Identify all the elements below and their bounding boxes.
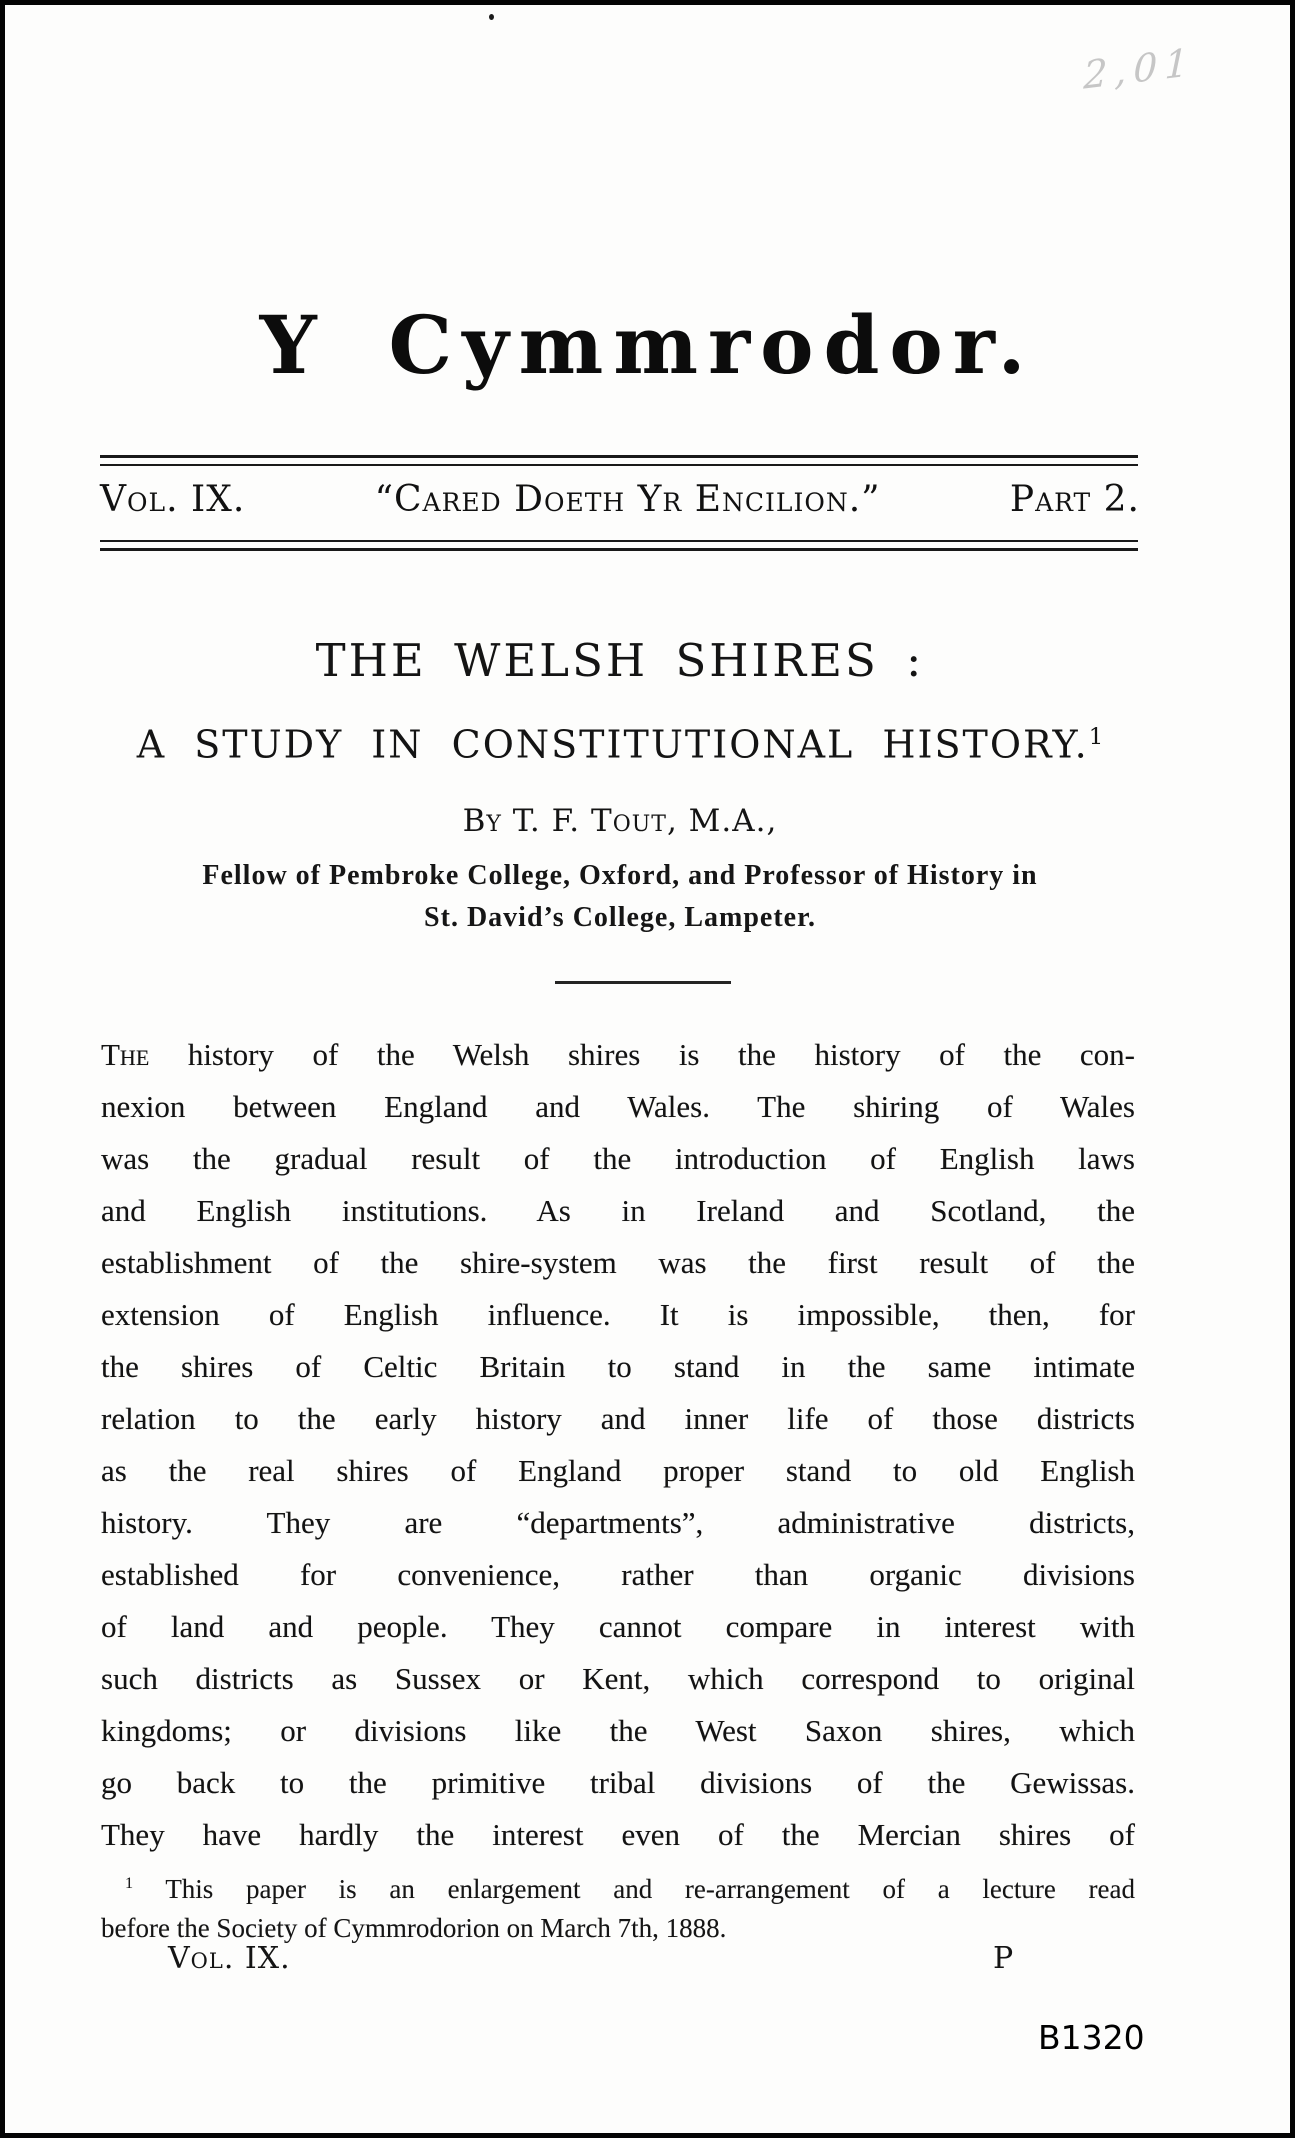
- body-line: of land and people. They cannot compare in interest with: [101, 1609, 1135, 1644]
- scan-speck: [489, 14, 494, 20]
- article-title: THE WELSH SHIRES :: [315, 634, 925, 687]
- section-divider-rule: [555, 981, 731, 984]
- body-line-text: history of the Welsh shires is the history of the con-: [187, 1037, 1135, 1072]
- author-byline: By T. F. Tout, M.A.,: [462, 803, 778, 839]
- author-affiliation-line1: Fellow of Pembroke College, Oxford, and Professor of History in: [202, 860, 1038, 891]
- lead-word-smallcaps: The: [101, 1037, 150, 1072]
- body-line: history. They are “departments”, administrative districts,: [101, 1505, 1135, 1540]
- catalog-stamp-number: B1320: [1038, 2018, 1145, 2057]
- body-line: go back to the primitive tribal divisions of the Gewissas.: [101, 1765, 1135, 1800]
- body-line: relation to the early history and inner life of those districts: [101, 1401, 1135, 1436]
- footnote-text-line1: This paper is an enlargement and re-arrangement of a lecture read: [165, 1874, 1135, 1904]
- body-line: nexion between England and Wales. The shiring of Wales: [101, 1089, 1135, 1124]
- body-line: the shires of Celtic Britain to stand in the same intimate: [101, 1349, 1135, 1384]
- journal-masthead-title: Y Cymmrodor.: [259, 298, 1036, 392]
- issue-motto: “Cared Doeth Yr Encilion.”: [374, 479, 881, 520]
- body-line: They have hardly the interest even of the Mercian shires of: [101, 1817, 1135, 1852]
- body-line: established for convenience, rather than organic divisions: [101, 1557, 1135, 1592]
- handwritten-pencil-mark: 2,01: [1083, 39, 1196, 98]
- article-body: [101, 1029, 1135, 1861]
- body-line: as the real shires of England proper stand to old English: [101, 1453, 1135, 1488]
- body-line: kingdoms; or divisions like the West Saxon shires, which: [101, 1713, 1135, 1748]
- volume-label: Vol. IX.: [100, 479, 246, 520]
- footer-volume-label: Vol. IX.: [168, 1941, 291, 1976]
- article-subtitle: [100, 712, 1140, 770]
- body-line: and English institutions. As in Ireland and Scotland, the: [101, 1193, 1135, 1228]
- subtitle-footnote-reference: 1: [1088, 724, 1104, 750]
- footnote-line1: [101, 1861, 1135, 1906]
- body-line: extension of English influence. It is impossible, then, for: [101, 1297, 1135, 1332]
- body-line: [101, 1029, 1135, 1081]
- double-rule-bottom: [100, 540, 1138, 551]
- footnote-line2: before the Society of Cymmrodorion on March 7th, 1888.: [101, 1913, 727, 1943]
- body-line: was the gradual result of the introduction of English laws: [101, 1141, 1135, 1176]
- body-line: such districts as Sussex or Kent, which correspond to original: [101, 1661, 1135, 1696]
- double-rule-top: [100, 455, 1138, 466]
- issue-header-row: [100, 477, 1140, 523]
- body-line: establishment of the shire-system was the first result of the: [101, 1245, 1135, 1280]
- article-subtitle-text: A STUDY IN CONSTITUTIONAL HISTORY.: [136, 722, 1089, 767]
- printers-signature-mark: P: [993, 1941, 1014, 1976]
- footnote-block: [101, 1861, 1135, 1951]
- footnote-marker: 1: [125, 1874, 134, 1892]
- part-label: Part 2.: [1009, 479, 1140, 520]
- author-affiliation-line2: St. David’s College, Lampeter.: [424, 902, 816, 933]
